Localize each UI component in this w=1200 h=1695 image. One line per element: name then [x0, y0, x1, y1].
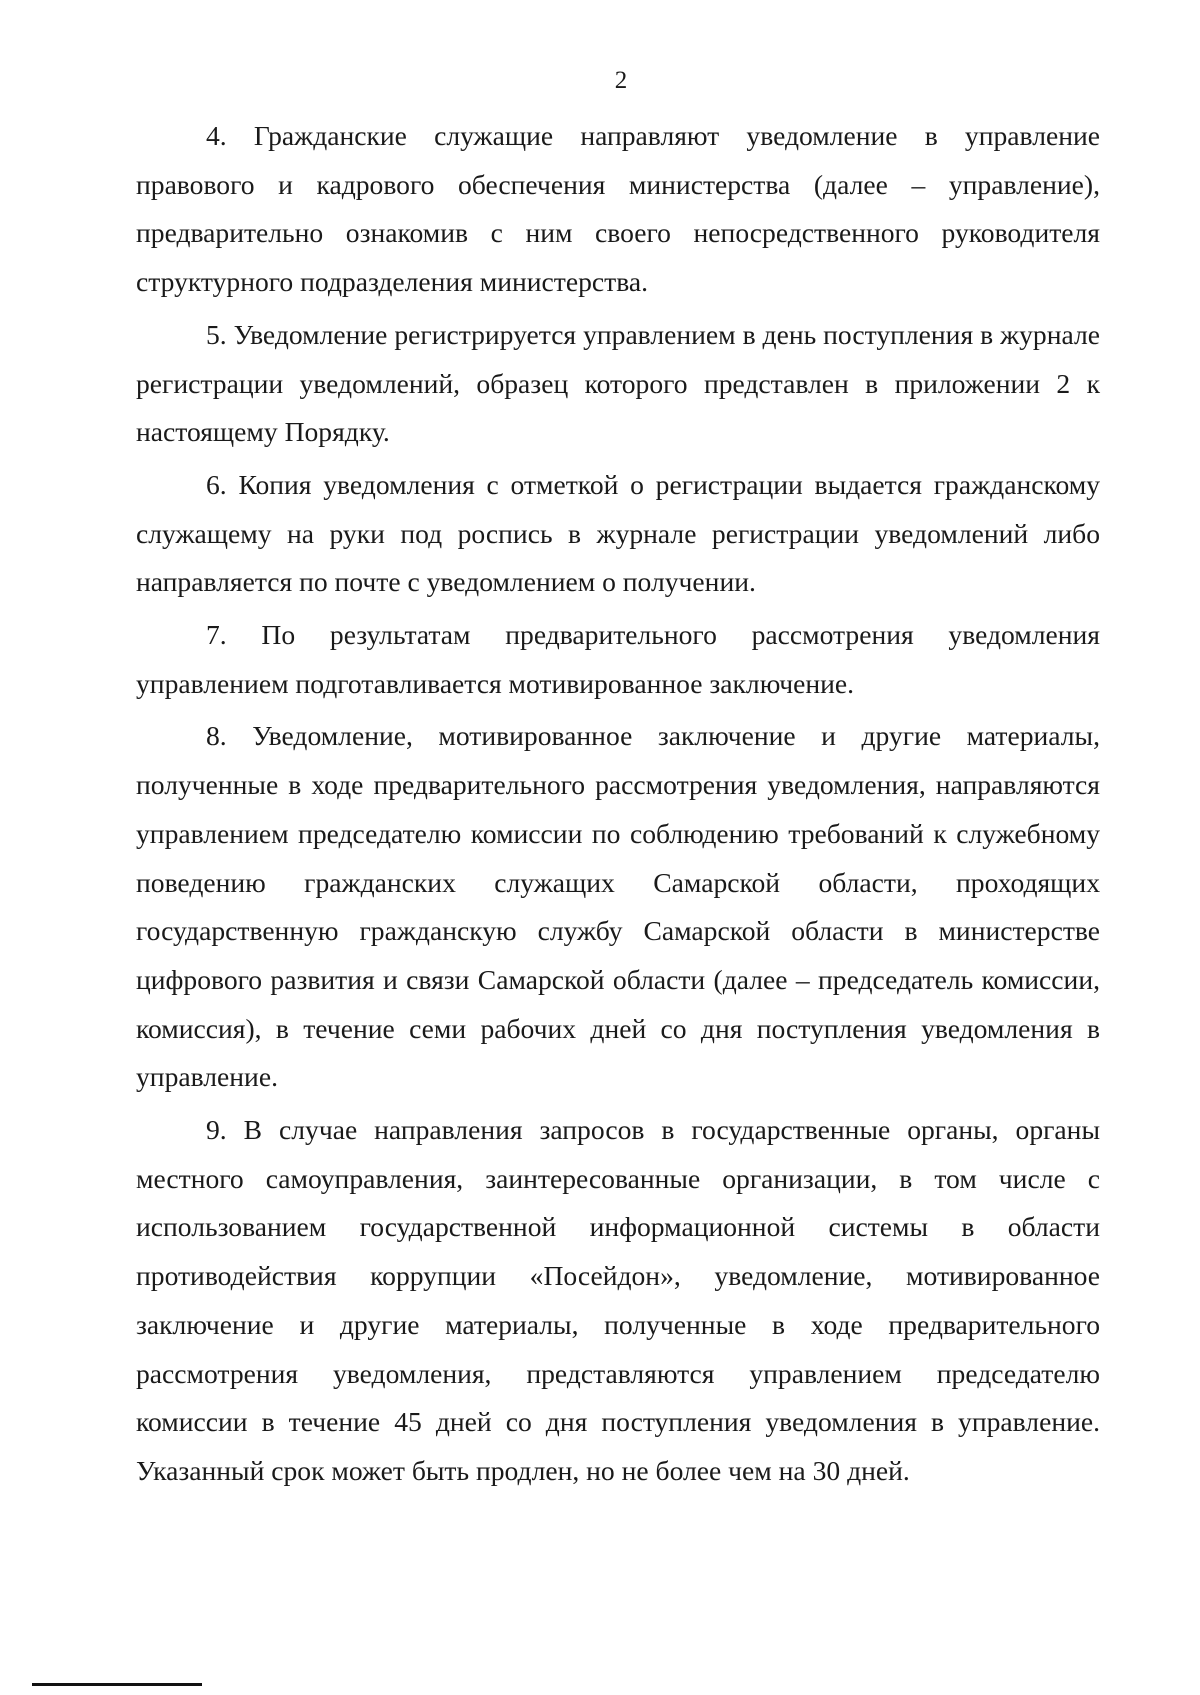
page-number: 2 [614, 67, 628, 94]
paragraph-4: 4. Гражданские служащие направляют уведомление в управление правового и кадрового обеспечения министерства (далее – управление), предварительно ознакомив с ним своего непосредственного руководителя структурного подразделения министерства. [136, 120, 1100, 298]
paragraph-8: 8. Уведомление, мотивированное заключение и другие материалы, полученные в ходе предварительного рассмотрения уведомления, направляются управлением председателю комиссии по соблюдению требований к служебному поведению гражданских служащих Самарской области, проходящих государственную гражданскую службу Самарской области в министерстве цифрового развития и связи Самарской области (далее – председатель комиссии, комиссия), в течение семи рабочих дней со дня поступления уведомления в управление. [136, 720, 1100, 1093]
document-body [136, 112, 1100, 1500]
paragraph-6: 6. Копия уведомления с отметкой о регистрации выдается гражданскому служащему на руки под роспись в журнале регистрации уведомлений либо направляется по почте с уведомлением о получении. [136, 468, 1100, 598]
paragraph-9: 9. В случае направления запросов в государственные органы, органы местного самоуправления, заинтересованные организации, в том числе с использованием государственной информационной системы в области противодействия коррупции «Посейдон», уведомление, мотивированное заключение и другие материалы, полученные в ходе предварительного рассмотрения уведомления, представляются управлением председателю комиссии в течение 45 дней со дня поступления уведомления в управление. Указанный срок может быть продлен, но не более чем на 30 дней. [136, 1114, 1100, 1486]
paragraph-7: 7. По результатам предварительного рассмотрения уведомления управлением подготавливается мотивированное заключение. [136, 619, 1100, 699]
paragraph-5: 5. Уведомление регистрируется управлением в день поступления в журнале регистрации уведомлений, образец которого представлен в приложении 2 к настоящему Порядку. [136, 318, 1100, 448]
footnote-divider [32, 1683, 202, 1686]
